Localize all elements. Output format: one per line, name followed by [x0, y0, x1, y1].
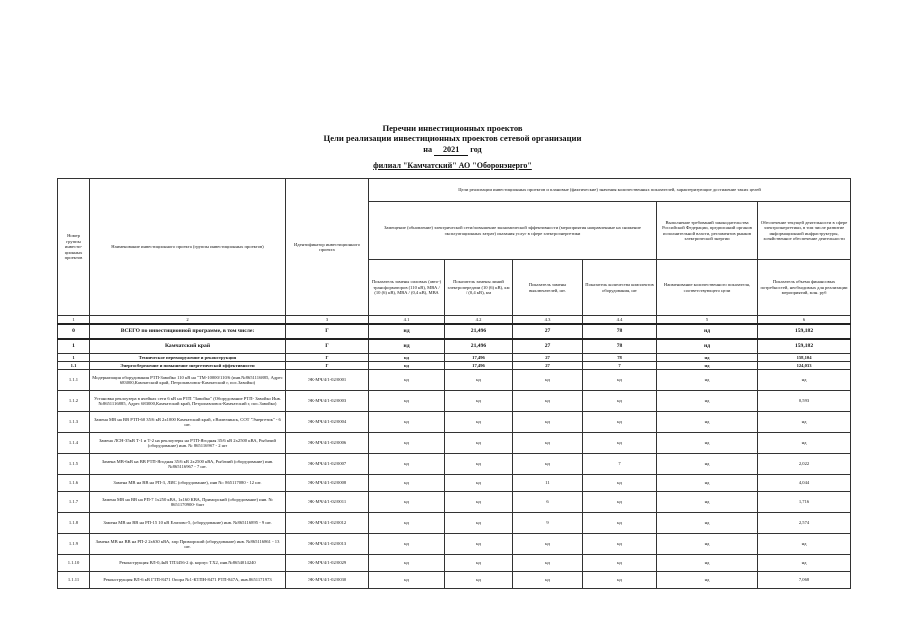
row-project-id: ЭК-МЧ/4/1-02/0030	[286, 572, 369, 589]
row-transformers: нд	[369, 339, 445, 354]
row-indicator-name: нд	[657, 534, 758, 555]
row-transformers: нд	[369, 324, 445, 339]
row-lines: нд	[445, 534, 513, 555]
row-project-name: Замена МВ-6кВ на ВВ РТП-Ягодная 35/6 кВ 2х2500 кВА, Рыбачий (оборудование) инв. №865116967 - 7 шт.	[90, 454, 286, 475]
row-number: 1.1.3	[58, 412, 90, 433]
row-equipment-sets: нд	[583, 412, 657, 433]
table-row	[58, 433, 851, 454]
row-number: 1.1	[58, 362, 90, 370]
col-number: 4.1	[369, 316, 445, 325]
row-breakers: нд	[513, 391, 583, 412]
table-row	[58, 362, 851, 370]
row-financing: 2,022	[758, 454, 851, 475]
row-breakers: нд	[513, 454, 583, 475]
row-breakers: 27	[513, 354, 583, 362]
row-project-name: ВСЕГО по инвестиционной программе, в том числе:	[90, 324, 286, 339]
row-indicator-name: нд	[657, 555, 758, 572]
row-number: 1.1.11	[58, 572, 90, 589]
doc-title: Перечни инвестиционных проектов	[382, 123, 523, 133]
row-project-name: Реконструкция ВЛ-0,4кВ ТП3456-2 ф. корпус ТХ2, инв.№8654014240	[90, 555, 286, 572]
row-project-id: ЭК-МЧ/4/1-02/0004	[286, 412, 369, 433]
header-col-4-1: Показатель замены силовых (авто-) трансформаторов (110 кВ), МВА / (10 (6) кВ), МВА / (0,4 кВ), МВА	[369, 260, 445, 316]
table-row	[58, 354, 851, 362]
row-equipment-sets: нд	[583, 370, 657, 391]
row-breakers: 9	[513, 513, 583, 534]
row-number: 1.1.5	[58, 454, 90, 475]
row-lines: нд	[445, 454, 513, 475]
table-row	[58, 534, 851, 555]
table-row	[58, 412, 851, 433]
row-number: 1.1.8	[58, 513, 90, 534]
header-col-5: Наименование количественного показателя, соответствующего цели	[657, 260, 758, 316]
table-row	[58, 454, 851, 475]
row-number: 1.1.9	[58, 534, 90, 555]
row-project-id: Г	[286, 339, 369, 354]
row-indicator-name: нд	[657, 391, 758, 412]
col-number: 6	[758, 316, 851, 325]
header-project-id: Идентификатор инвестиционного проекта	[286, 179, 369, 316]
row-transformers: нд	[369, 555, 445, 572]
row-project-name: Замена МВ на ВВ на РП-15 10 кВ Елизово-5, (оборудование) инв. №865116895 - 9 шт.	[90, 513, 286, 534]
row-equipment-sets: нд	[583, 492, 657, 513]
col-number: 4.2	[445, 316, 513, 325]
row-equipment-sets: нд	[583, 555, 657, 572]
row-breakers: 27	[513, 324, 583, 339]
row-financing: 158,104	[758, 354, 851, 362]
row-project-name: Техническое перевооружение и реконструкция	[90, 354, 286, 362]
row-financing: нд	[758, 412, 851, 433]
year-value: 2021	[434, 145, 468, 156]
row-project-name: Замена МВ на ВВ на РП-7 1х250 кВА, 1х160 КВА, Приморский (оборудование) инв. № 8651170900- 6шт	[90, 492, 286, 513]
row-transformers: нд	[369, 412, 445, 433]
row-indicator-name: нд	[657, 362, 758, 370]
table-row	[58, 475, 851, 492]
row-transformers: нд	[369, 513, 445, 534]
row-lines: нд	[445, 555, 513, 572]
org-name: филиал "Камчатский" АО "Оборонэнерго"	[373, 161, 532, 170]
row-lines: нд	[445, 492, 513, 513]
row-breakers: 6	[513, 492, 583, 513]
row-project-name: Замена МВ на ВВ РТП-60 35/6 кВ 2х1000 Камчатский край, г.Вилючинск, СОТ "Энергетик" - 6 шт.	[90, 412, 286, 433]
row-financing: нд	[758, 370, 851, 391]
year-prefix: на	[423, 145, 433, 154]
table-row	[58, 492, 851, 513]
header-col-6: Показатель объема финансовых потребностей, необходимых для реализации мероприятий, млн. руб	[758, 260, 851, 316]
row-project-id: ЭК-МЧ/4/1-02/0013	[286, 534, 369, 555]
row-indicator-name: нд	[657, 339, 758, 354]
row-transformers: нд	[369, 354, 445, 362]
row-financing: 159,182	[758, 324, 851, 339]
row-transformers: нд	[369, 391, 445, 412]
row-indicator-name: нд	[657, 324, 758, 339]
col-number: 4.3	[513, 316, 583, 325]
row-lines: нд	[445, 513, 513, 534]
row-lines: нд	[445, 433, 513, 454]
row-number: 0	[58, 324, 90, 339]
column-numbers-row	[58, 316, 851, 325]
row-equipment-sets: нд	[583, 433, 657, 454]
row-indicator-name: нд	[657, 370, 758, 391]
row-transformers: нд	[369, 492, 445, 513]
row-lines: нд	[445, 572, 513, 589]
row-indicator-name: нд	[657, 412, 758, 433]
row-transformers: нд	[369, 454, 445, 475]
row-breakers: нд	[513, 370, 583, 391]
row-lines: нд	[445, 475, 513, 492]
table-row	[58, 513, 851, 534]
row-lines: нд	[445, 412, 513, 433]
row-project-id: ЭК-МЧ/4/1-02/0006	[286, 433, 369, 454]
row-number: 1.1.1	[58, 370, 90, 391]
row-transformers: нд	[369, 370, 445, 391]
row-financing: 4,044	[758, 475, 851, 492]
header-project-name: Наименование инвестиционного проекта (группы инвестиционных проектов)	[90, 179, 286, 316]
doc-year-line	[0, 145, 905, 156]
col-number: 3	[286, 316, 369, 325]
col-number: 5	[657, 316, 758, 325]
row-indicator-name: нд	[657, 572, 758, 589]
row-lines: 17,496	[445, 354, 513, 362]
row-equipment-sets: нд	[583, 513, 657, 534]
investment-projects-table	[57, 178, 851, 589]
header-group-number: Номер группы инвести-ционных проектов	[58, 179, 90, 316]
row-financing: 0,593	[758, 391, 851, 412]
row-lines: 21,496	[445, 324, 513, 339]
year-suffix: год	[470, 145, 482, 154]
row-financing: 124,033	[758, 362, 851, 370]
row-breakers: нд	[513, 572, 583, 589]
row-project-name: Замена МВ на ВВ на РП-2 2х630 кВА, хпр Приморский (оборудование) инв. №865116861 - 13 шт.	[90, 534, 286, 555]
header-col-4-2: Показатель замены линий электропередачи (10 (6) кВ), км / (0,4 кВ), км	[445, 260, 513, 316]
table-row	[58, 391, 851, 412]
row-lines: нд	[445, 391, 513, 412]
row-project-name: Модернизация оборудования РТП-Завойко 110 кВ на "ТМ-10000/110/6 (инв.№8651116885, Адрес 683000,Камчатский край, Петропавловск-Камчатский г, пос.Завойко)	[90, 370, 286, 391]
row-project-id: ЭК-МЧ/4/1-02/0003	[286, 391, 369, 412]
row-project-id: ЭК-МЧ/4/1-02/0012	[286, 513, 369, 534]
row-equipment-sets: 7	[583, 362, 657, 370]
org-name-line	[0, 161, 905, 171]
table-row	[58, 339, 851, 354]
row-indicator-name: нд	[657, 475, 758, 492]
row-indicator-name: нд	[657, 354, 758, 362]
row-financing: 159,182	[758, 339, 851, 354]
row-breakers: нд	[513, 412, 583, 433]
doc-subtitle: Цели реализации инвестиционных проектов сетевой организации	[323, 133, 582, 143]
row-financing: нд	[758, 433, 851, 454]
row-project-id: ЭК-МЧ/4/1-02/0008	[286, 475, 369, 492]
row-financing: нд	[758, 555, 851, 572]
row-number: 1.1.7	[58, 492, 90, 513]
row-project-id: ЭК-МЧ/4/1-02/0007	[286, 454, 369, 475]
row-lines: 21,496	[445, 339, 513, 354]
row-breakers: 11	[513, 475, 583, 492]
row-project-name: Замена ЛСН-35кВ Т-1 и Т-2 на реклоузеры на РТП-Ягодная 35/6 кВ 2х2500 кВА, Рыбачий (оборудование) инв. № 8651169б7 - 2 шт	[90, 433, 286, 454]
row-indicator-name: нд	[657, 513, 758, 534]
row-equipment-sets: нд	[583, 391, 657, 412]
row-equipment-sets: нд	[583, 534, 657, 555]
row-indicator-name: нд	[657, 492, 758, 513]
col-number: 4.4	[583, 316, 657, 325]
row-financing: 1,716	[758, 492, 851, 513]
row-transformers: нд	[369, 475, 445, 492]
row-project-id: ЭК-МЧ/4/1-02/0029	[286, 555, 369, 572]
row-equipment-sets: нд	[583, 475, 657, 492]
row-financing: 2,574	[758, 513, 851, 534]
row-project-id: ЭК-МЧ/4/1-02/0011	[286, 492, 369, 513]
header-replacement: Замещение (обновление) электрической сети/повышение экономической эффективности (мероприятия направленные на снижение эксплуатационных затрат) оказания услуг в сфере электроэнергетики	[369, 202, 657, 260]
row-number: 1.1.6	[58, 475, 90, 492]
row-project-id: Г	[286, 362, 369, 370]
row-financing: 7,068	[758, 572, 851, 589]
header-goals: Цели реализации инвестиционных проектов и плановые (фактические) значения количественных показателей, характеризующие достижение таких целей	[369, 179, 851, 202]
table-row	[58, 324, 851, 339]
table-row	[58, 572, 851, 589]
row-transformers: нд	[369, 534, 445, 555]
row-indicator-name: нд	[657, 454, 758, 475]
table-row	[58, 370, 851, 391]
row-project-name: Камчатский край	[90, 339, 286, 354]
row-lines: 17,496	[445, 362, 513, 370]
row-equipment-sets: 78	[583, 324, 657, 339]
header-col-4-3: Показатель замены выключателей, шт.	[513, 260, 583, 316]
row-breakers: нд	[513, 555, 583, 572]
col-number: 2	[90, 316, 286, 325]
row-project-id: ЭК-МЧ/4/1-02/0001	[286, 370, 369, 391]
row-project-name: Реконструкция ВЛ-6 кВ ГТП-8471 Опора №1-КТПН-8471 РТП-847А, инв.8651171973	[90, 572, 286, 589]
row-indicator-name: нд	[657, 433, 758, 454]
row-equipment-sets: 78	[583, 354, 657, 362]
row-equipment-sets: нд	[583, 572, 657, 589]
row-number: 1.1.10	[58, 555, 90, 572]
row-number: 1.1.2	[58, 391, 90, 412]
row-transformers: нд	[369, 433, 445, 454]
row-project-name: Энергосбережение и повышение энергетической эффективности	[90, 362, 286, 370]
row-breakers: нд	[513, 534, 583, 555]
row-breakers: нд	[513, 433, 583, 454]
row-project-id: Г	[286, 324, 369, 339]
row-project-id: Г	[286, 354, 369, 362]
row-equipment-sets: 78	[583, 339, 657, 354]
row-lines: нд	[445, 370, 513, 391]
row-breakers: 27	[513, 362, 583, 370]
row-breakers: 27	[513, 339, 583, 354]
row-project-name: Установка реклоузера в ячейках сети 6 кВ на РТП "Завойко" (Оборудование РТП- Завойко Инв.№8651116885, Адрес 683000,Камчатский край, Петропавловск-Камчатский г, пос.Завойко)	[90, 391, 286, 412]
row-transformers: нд	[369, 572, 445, 589]
row-project-name: Замена МВ на ВВ на РП-3, ЛИС (оборудование), инв №: 865117080 - 12 шт.	[90, 475, 286, 492]
row-transformers: нд	[369, 362, 445, 370]
row-financing: нд	[758, 534, 851, 555]
row-equipment-sets: 7	[583, 454, 657, 475]
col-number: 1	[58, 316, 90, 325]
row-number: 1	[58, 339, 90, 354]
row-number: 1	[58, 354, 90, 362]
header-requirements: Выполнение требований законодательства Российской Федерации, предписаний органов исполнительной власти, регламентов рынков электрической энергии	[657, 202, 758, 260]
header-col-4-4: Показатель количества комплектов оборудования, шт	[583, 260, 657, 316]
table-row	[58, 555, 851, 572]
header-tech: Обеспечение текущей деятельности в сфере электроэнергетики, в том числе развитие информационной инфраструктуры, хозяйственное обеспечение деятельности	[758, 202, 851, 260]
row-number: 1.1.4	[58, 433, 90, 454]
